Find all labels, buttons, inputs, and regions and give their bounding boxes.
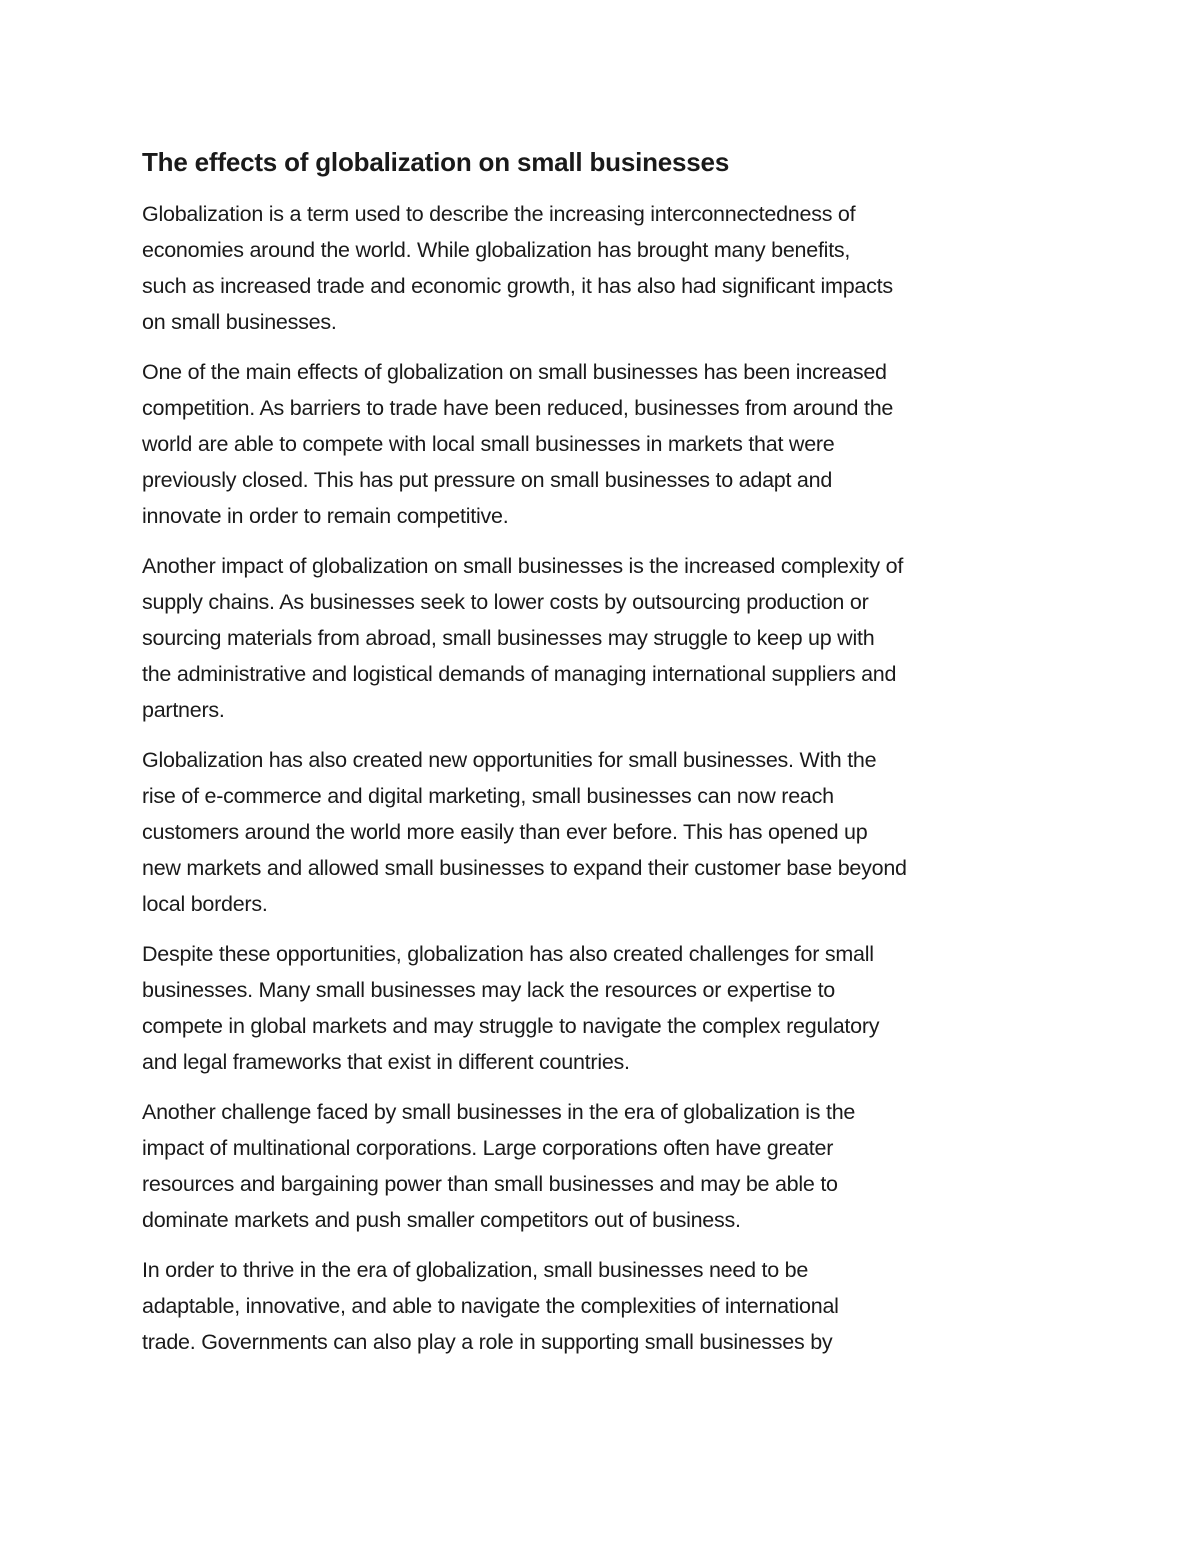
paragraph-line: adaptable, innovative, and able to navigate the complexities of international — [142, 1294, 839, 1318]
paragraph — [142, 936, 1062, 1080]
paragraph — [142, 354, 1062, 534]
paragraph-line: trade. Governments can also play a role in supporting small businesses by — [142, 1330, 833, 1354]
paragraph-line: such as increased trade and economic growth, it has also had significant impacts — [142, 274, 893, 298]
paragraph — [142, 1094, 1062, 1238]
paragraph-line: and legal frameworks that exist in different countries. — [142, 1050, 630, 1074]
paragraph-line: rise of e-commerce and digital marketing, small businesses can now reach — [142, 784, 834, 808]
document-body — [142, 142, 1062, 1374]
paragraph-line: One of the main effects of globalization on small businesses has been increased — [142, 360, 887, 384]
paragraph-line: the administrative and logistical demands of managing international suppliers and — [142, 662, 897, 686]
paragraph-line: Globalization has also created new opportunities for small businesses. With the — [142, 748, 877, 772]
paragraph-line: new markets and allowed small businesses to expand their customer base beyond — [142, 856, 907, 880]
paragraph — [142, 196, 1062, 340]
paragraph-line: world are able to compete with local small businesses in markets that were — [142, 432, 835, 456]
paragraph-line: on small businesses. — [142, 310, 337, 334]
paragraph-line: sourcing materials from abroad, small businesses may struggle to keep up with — [142, 626, 875, 650]
paragraph-line: previously closed. This has put pressure on small businesses to adapt and — [142, 468, 833, 492]
paragraph-line: In order to thrive in the era of globalization, small businesses need to be — [142, 1258, 809, 1282]
paragraph-line: impact of multinational corporations. Large corporations often have greater — [142, 1136, 834, 1160]
paragraph-line: dominate markets and push smaller competitors out of business. — [142, 1208, 741, 1232]
paragraph — [142, 1252, 1062, 1360]
paragraph-line: economies around the world. While globalization has brought many benefits, — [142, 238, 851, 262]
paragraph-line: compete in global markets and may struggle to navigate the complex regulatory — [142, 1014, 880, 1038]
paragraph — [142, 548, 1062, 728]
paragraph-line: competition. As barriers to trade have been reduced, businesses from around the — [142, 396, 894, 420]
paragraph-line: customers around the world more easily than ever before. This has opened up — [142, 820, 868, 844]
paragraph-line: innovate in order to remain competitive. — [142, 504, 509, 528]
paragraph-line: local borders. — [142, 892, 268, 916]
paragraph-list — [142, 196, 1062, 1360]
paragraph-line: Another challenge faced by small businesses in the era of globalization is the — [142, 1100, 856, 1124]
paragraph-line: resources and bargaining power than small businesses and may be able to — [142, 1172, 838, 1196]
paragraph-line: partners. — [142, 698, 225, 722]
paragraph — [142, 742, 1062, 922]
paragraph-line: supply chains. As businesses seek to lower costs by outsourcing production or — [142, 590, 869, 614]
document-title: The effects of globalization on small businesses — [142, 147, 730, 177]
paragraph-line: Globalization is a term used to describe the increasing interconnectedness of — [142, 202, 856, 226]
paragraph-line: businesses. Many small businesses may lack the resources or expertise to — [142, 978, 836, 1002]
paragraph-line: Despite these opportunities, globalization has also created challenges for small — [142, 942, 874, 966]
paragraph-line: Another impact of globalization on small businesses is the increased complexity of — [142, 554, 904, 578]
